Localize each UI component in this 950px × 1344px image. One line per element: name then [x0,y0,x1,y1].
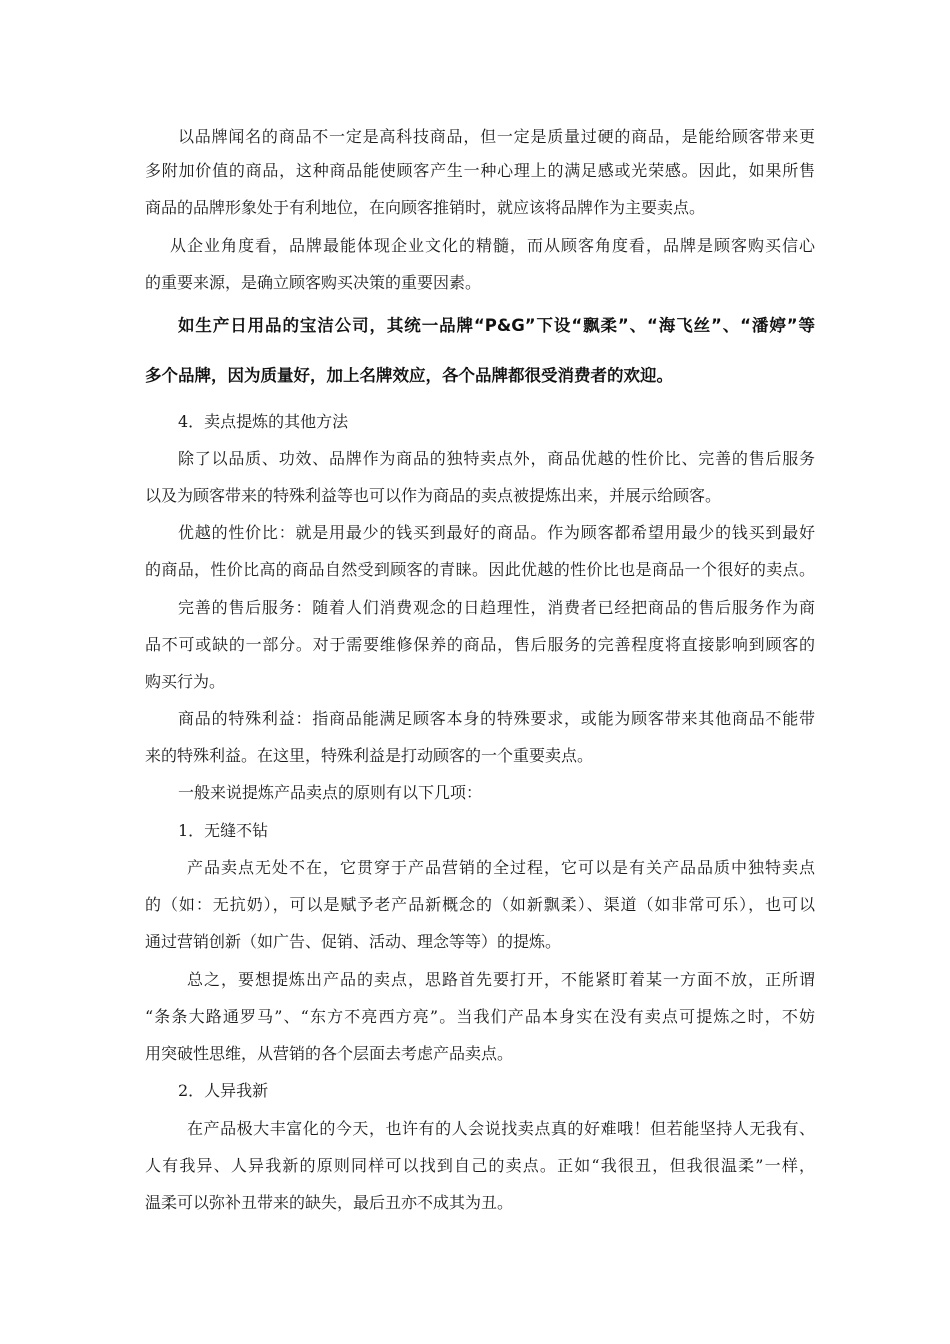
paragraph-line: 从企业角度看，品牌最能体现企业文化的精髓，而从顾客角度看，品牌是顾客购买信心 [170,236,815,255]
paragraph-line: 的重要来源，是确立顾客购买决策的重要因素。 [145,273,482,292]
paragraph-line: 完善的售后服务：随着人们消费观念的日趋理性，消费者已经把商品的售后服务作为商 [178,598,815,617]
paragraph-line: 以品牌闻名的商品不一定是高科技商品，但一定是质量过硬的商品，是能给顾客带来更 [178,127,815,146]
paragraph-line: 的（如：无抗奶），可以是赋予老产品新概念的（如新飘柔）、渠道（如非常可乐），也可以 [145,895,815,914]
section-heading: 2．人异我新 [178,1081,269,1100]
paragraph-line: 产品卖点无处不在，它贯穿于产品营销的全过程，它可以是有关产品品质中独特卖点 [187,858,815,877]
example-line: 多个品牌，因为质量好，加上名牌效应，各个品牌都很受消费者的欢迎。 [145,366,673,385]
paragraph-line: 总之，要想提炼出产品的卖点，思路首先要打开，不能紧盯着某一方面不放，正所谓 [187,970,815,989]
paragraph-line: 品不可或缺的一部分。对于需要维修保养的商品，售后服务的完善程度将直接影响到顾客的 [145,635,815,654]
paragraph-line: 商品的特殊利益：指商品能满足顾客本身的特殊要求，或能为顾客带来其他商品不能带 [178,709,815,728]
section-heading: 1．无缝不钻 [178,821,269,840]
paragraph-line: 的商品，性价比高的商品自然受到顾客的青睐。因此优越的性价比也是商品一个很好的卖点。 [145,560,815,579]
paragraph-line: 在产品极大丰富化的今天，也许有的人会说找卖点真的好难哦！但若能坚持人无我有、 [187,1119,815,1138]
paragraph-line: 以及为顾客带来的特殊利益等也可以作为商品的卖点被提炼出来，并展示给顾客。 [145,486,722,505]
paragraph-line: 多附加价值的商品，这种商品能使顾客产生一种心理上的满足感或光荣感。因此，如果所售 [145,161,815,180]
example-line: 如生产日用品的宝洁公司，其统一品牌“P&G”下设“飘柔”、“海飞丝”、“潘婷”等 [178,316,815,335]
paragraph-line: 通过营销创新（如广告、促销、活动、理念等等）的提炼。 [145,932,562,951]
paragraph-line: 优越的性价比：就是用最少的钱买到最好的商品。作为顾客都希望用最少的钱买到最好 [178,523,815,542]
paragraph-line: 人有我异、人异我新的原则同样可以找到自己的卖点。正如“我很丑，但我很温柔”一样， [145,1156,815,1175]
paragraph-line: 商品的品牌形象处于有利地位，在向顾客推销时，就应该将品牌作为主要卖点。 [145,198,706,217]
paragraph-line: 来的特殊利益。在这里，特殊利益是打动顾客的一个重要卖点。 [145,746,594,765]
section-heading: 4．卖点提炼的其他方法 [178,412,349,431]
paragraph-line: 温柔可以弥补丑带来的缺失，最后丑亦不成其为丑。 [145,1193,514,1212]
paragraph-line: 用突破性思维，从营销的各个层面去考虑产品卖点。 [145,1044,514,1063]
paragraph-line: 购买行为。 [145,672,226,691]
paragraph-line: “条条大路通罗马”、“东方不亮西方亮”。当我们产品本身实在没有卖点可提炼之时，不妨 [145,1007,815,1026]
paragraph-line: 一般来说提炼产品卖点的原则有以下几项： [178,783,483,802]
paragraph-line: 除了以品质、功效、品牌作为商品的独特卖点外，商品优越的性价比、完善的售后服务 [178,449,815,468]
